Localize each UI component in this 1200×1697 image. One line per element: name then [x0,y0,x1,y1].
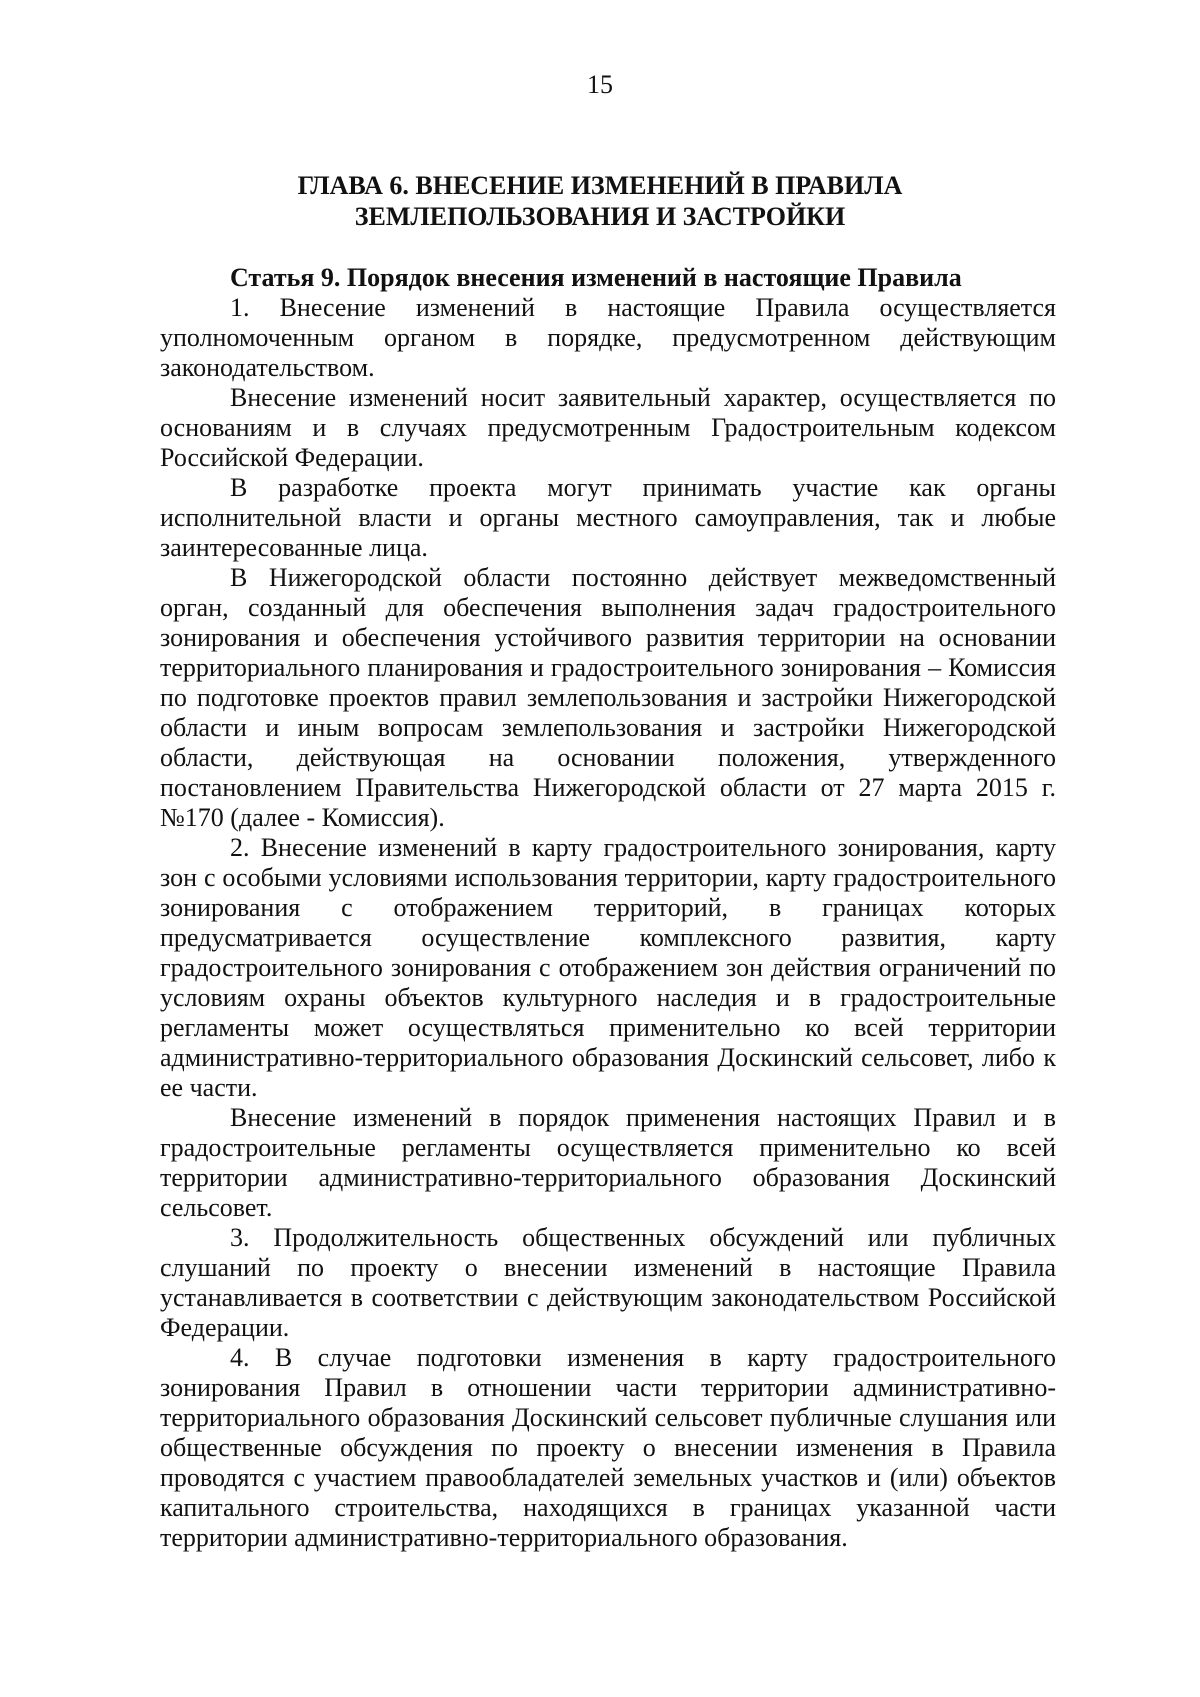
paragraph-8: 4. В случае подготовки изменения в карту градостроительного зонирования Правил в отношении части территории административно-территориального образования Доскинский сельсовет публичные слушания или общественные обсуждения по проекту о внесении изменения в Правила проводятся с участием правообладателей земельных участков и (или) объектов капитального строительства, находящихся в границах указанной части территории административно-территориального образования. [160,1343,1056,1552]
chapter-title [150,170,1050,232]
paragraph-3: В разработке проекта могут принимать участие как органы исполнительной власти и органы местного самоуправления, так и любые заинтересованные лица. [160,473,1056,562]
chapter-title-line-2: ЗЕМЛЕПОЛЬЗОВАНИЯ И ЗАСТРОЙКИ [354,202,846,231]
paragraph-1: 1. Внесение изменений в настоящие Правила осуществляется уполномоченным органом в порядке, предусмотренном действующим законодательством. [160,293,1056,382]
document-body [160,263,1056,1553]
page-number: 15 [587,70,613,99]
paragraph-6: Внесение изменений в порядок применения настоящих Правил и в градостроительные регламенты осуществляется применительно ко всей территории административно-территориального образования Доскинский сельсовет. [160,1103,1056,1222]
paragraph-4: В Нижегородской области постоянно действует межведомственный орган, созданный для обеспечения выполнения задач градостроительного зонирования и обеспечения устойчивого развития территории на основании территориального планирования и градостроительного зонирования – Комиссия по подготовке проектов правил землепользования и застройки Нижегородской области и иным вопросам землепользования и застройки Нижегородской области, действующая на основании положения, утвержденного постановлением Правительства Нижегородской области от 27 марта 2015 г. №170 (далее - Комиссия). [160,563,1056,832]
article-title: Статья 9. Порядок внесения изменений в настоящие Правила [230,263,962,292]
paragraph-7: 3. Продолжительность общественных обсуждений или публичных слушаний по проекту о внесении изменений в настоящие Правила устанавливается в соответствии с действующим законодательством Российской Федерации. [160,1223,1056,1342]
paragraph-5: 2. Внесение изменений в карту градостроительного зонирования, карту зон с особыми условиями использования территории, карту градостроительного зонирования с отображением территорий, в границах которых предусматривается осуществление комплексного развития, карту градостроительного зонирования с отображением зон действия ограничений по условиям охраны объектов культурного наследия и в градостроительные регламенты может осуществляться применительно ко всей территории административно-территориального образования Доскинский сельсовет, либо к ее части. [160,833,1056,1102]
chapter-title-line-1: ГЛАВА 6. ВНЕСЕНИЕ ИЗМЕНЕНИЙ В ПРАВИЛА [297,171,903,200]
paragraph-2: Внесение изменений носит заявительный характер, осуществляется по основаниям и в случаях предусмотренным Градостроительным кодексом Российской Федерации. [160,383,1056,472]
